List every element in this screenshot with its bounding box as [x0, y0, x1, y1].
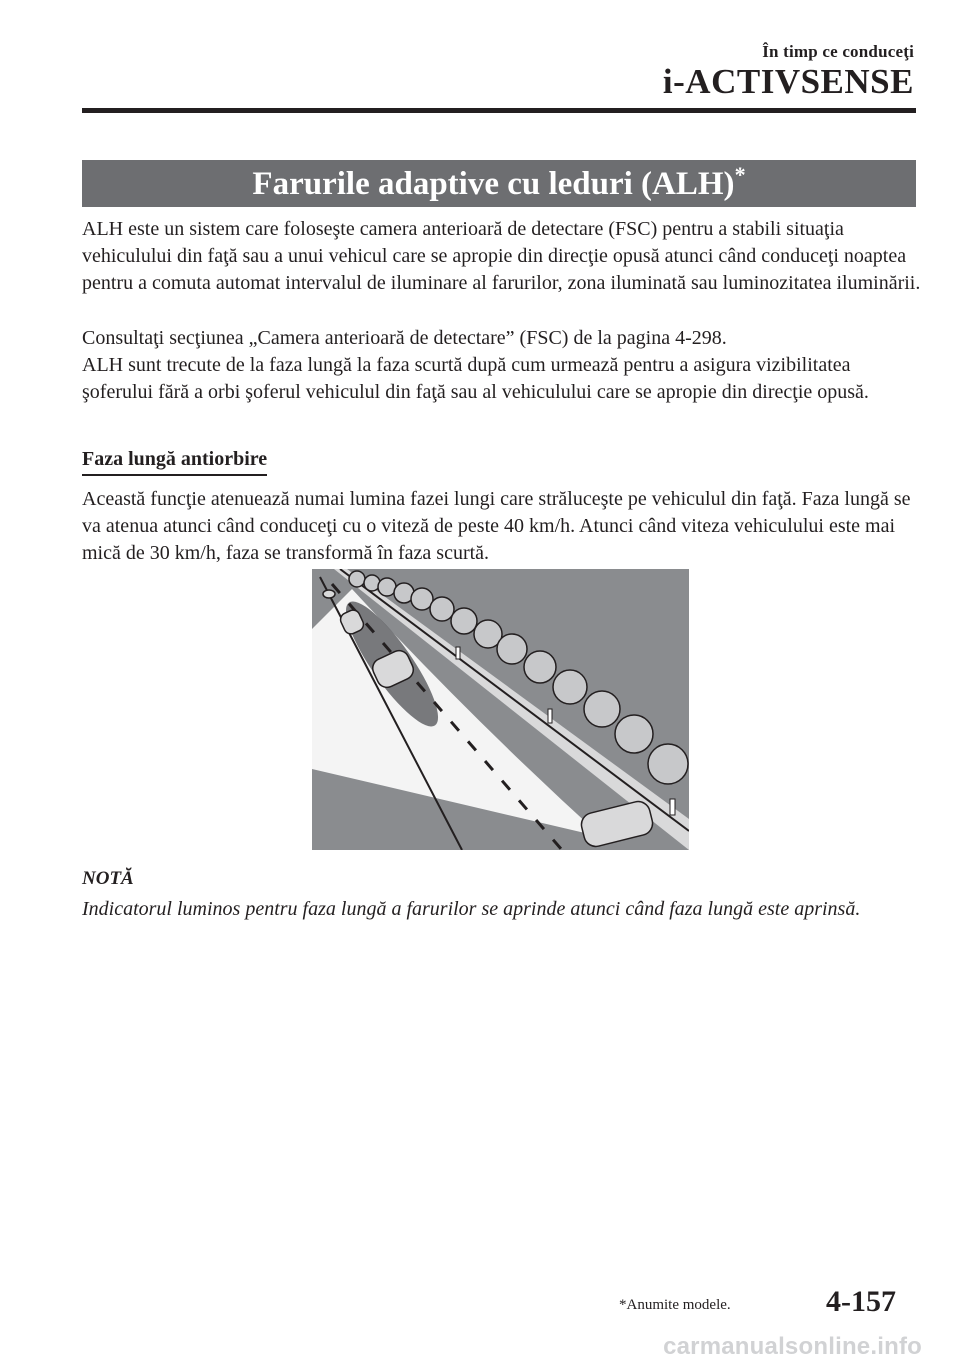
note-title: NOTĂ: [82, 868, 134, 889]
glare-free-high-beam-illustration: [312, 569, 689, 850]
subsection-paragraph: Această funcţie atenuează numai lumina fazei lungi care străluceşte pe vehiculul din faţă. Faza lungă se va atenua atunci când conduceţi cu o viteză de peste 40 km/h. Atunci când viteza vehiculului este mai mică de 30 km/h, faza se transformă în faza scurtă.: [82, 488, 911, 565]
reference-paragraph: Consultaţi secţiunea „Camera anterioară de detectare” (FSC) de la pagina 4-298.: [82, 327, 727, 349]
intro-paragraph: ALH este un sistem care foloseşte camera anterioară de detectare (FSC) pentru a stabili situaţia vehiculului din faţă sau a unui vehicul care se apropie din direcţie opusă atunci când conduceţi noaptea pentru a comuta automat intervalul de iluminare al farurilor, zona iluminată sau luminozitatea iluminării.: [82, 218, 921, 295]
subsection-heading: Faza lungă antiorbire: [82, 446, 267, 476]
running-header-chapter: i-ACTIVSENSE: [662, 62, 914, 101]
footnote: *Anumite modele.: [619, 1297, 731, 1313]
models-marker: *: [734, 162, 746, 187]
note-text: Indicatorul luminos pentru faza lungă a farurilor se aprinde atunci când faza lungă este aprinsă.: [82, 898, 861, 920]
header-rule: [82, 108, 916, 113]
watermark: carmanualsonline.info: [663, 1333, 922, 1360]
switching-paragraph: ALH sunt trecute de la faza lungă la faza scurtă după cum urmează pentru a asigura vizibilitatea şoferului fără a orbi şoferul vehiculul din faţă sau al vehiculului care se apropie din direcţie opusă.: [82, 354, 869, 404]
section-title-banner: [82, 160, 916, 207]
page-number: 4-157: [826, 1285, 896, 1318]
running-header-section: În timp ce conduceţi: [762, 42, 914, 61]
section-title: Farurile adaptive cu leduri (ALH): [252, 166, 735, 202]
